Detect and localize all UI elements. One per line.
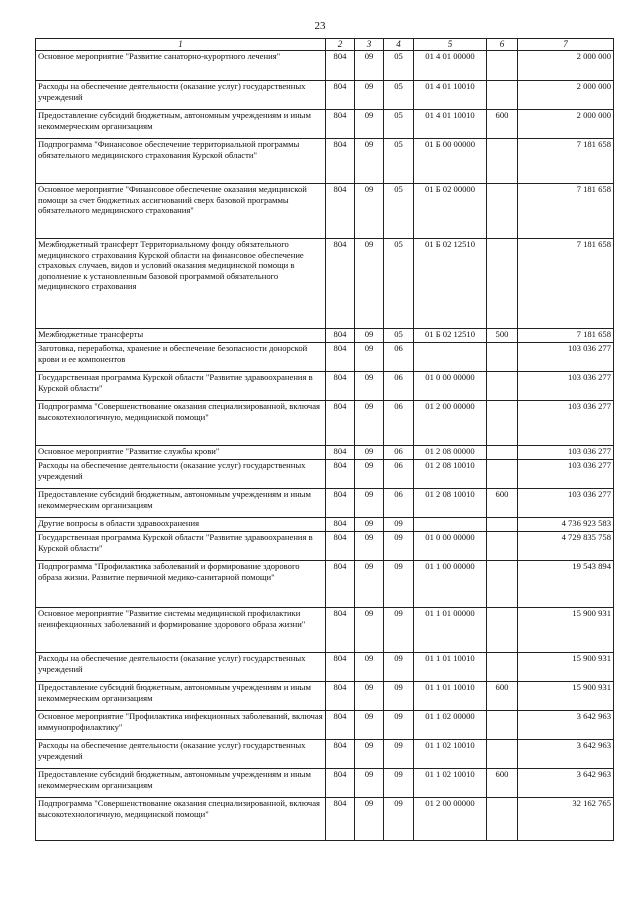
ministry-code-cell: 804 (326, 51, 355, 81)
item-name-cell: Основное мероприятие "Развитие системы медицинской профилактики неинфекционных заболеваний и формирование здорового образа жизни" (36, 608, 326, 653)
subsection-code-cell: 09 (384, 740, 414, 769)
item-name-cell: Предоставление субсидий бюджетным, автономным учреждениям и иным некоммерческим организациям (36, 682, 326, 711)
target-article-code-cell: 01 0 00 00000 (414, 532, 487, 561)
section-code-cell: 09 (355, 401, 384, 446)
table-row (36, 372, 614, 401)
ministry-code-cell: 804 (326, 372, 355, 401)
item-name-cell: Основное мероприятие "Развитие санаторно-курортного лечения" (36, 51, 326, 81)
table-row (36, 51, 614, 81)
table-row (36, 740, 614, 769)
section-code-cell: 09 (355, 329, 384, 343)
amount-cell: 103 036 277 (518, 401, 614, 446)
ministry-code-cell: 804 (326, 711, 355, 740)
amount-cell: 103 036 277 (518, 460, 614, 489)
subsection-code-cell: 05 (384, 329, 414, 343)
subsection-code-cell: 05 (384, 139, 414, 184)
subsection-code-cell: 06 (384, 489, 414, 518)
expense-type-code-cell: 600 (487, 110, 518, 139)
expense-type-code-cell: 500 (487, 329, 518, 343)
table-row (36, 532, 614, 561)
ministry-code-cell: 804 (326, 682, 355, 711)
item-name-cell: Расходы на обеспечение деятельности (оказание услуг) государственных учреждений (36, 460, 326, 489)
subsection-code-cell: 06 (384, 460, 414, 489)
section-code-cell: 09 (355, 489, 384, 518)
table-row (36, 711, 614, 740)
section-code-cell: 09 (355, 184, 384, 239)
expense-type-code-cell (487, 711, 518, 740)
amount-cell: 3 642 963 (518, 740, 614, 769)
subsection-code-cell: 06 (384, 372, 414, 401)
amount-cell: 3 642 963 (518, 711, 614, 740)
target-article-code-cell: 01 1 02 10010 (414, 769, 487, 798)
section-code-cell: 09 (355, 740, 384, 769)
section-code-cell: 09 (355, 608, 384, 653)
header-cell: 3 (355, 39, 384, 51)
subsection-code-cell: 09 (384, 769, 414, 798)
subsection-code-cell: 05 (384, 110, 414, 139)
section-code-cell: 09 (355, 372, 384, 401)
table-row (36, 798, 614, 841)
item-name-cell: Заготовка, переработка, хранение и обеспечение безопасности донорской крови и ее компонентов (36, 343, 326, 372)
section-code-cell: 09 (355, 139, 384, 184)
item-name-cell: Расходы на обеспечение деятельности (оказание услуг) государственных учреждений (36, 653, 326, 682)
target-article-code-cell: 01 2 00 00000 (414, 798, 487, 841)
table-row (36, 329, 614, 343)
item-name-cell: Основное мероприятие "Финансовое обеспечение оказания медицинской помощи за счет бюджетных ассигнований сверх базовой программы обязательного медицинского страхования" (36, 184, 326, 239)
amount-cell: 2 000 000 (518, 81, 614, 110)
ministry-code-cell: 804 (326, 329, 355, 343)
ministry-code-cell: 804 (326, 446, 355, 460)
header-cell: 1 (36, 39, 326, 51)
amount-cell: 7 181 658 (518, 239, 614, 329)
table-row (36, 184, 614, 239)
item-name-cell: Подпрограмма "Совершенствование оказания специализированной, включая высокотехнологичную, медицинской помощи" (36, 401, 326, 446)
subsection-code-cell: 09 (384, 608, 414, 653)
section-code-cell: 09 (355, 711, 384, 740)
section-code-cell: 09 (355, 653, 384, 682)
subsection-code-cell: 09 (384, 711, 414, 740)
section-code-cell: 09 (355, 446, 384, 460)
amount-cell: 15 900 931 (518, 682, 614, 711)
expense-type-code-cell (487, 372, 518, 401)
expense-type-code-cell (487, 608, 518, 653)
ministry-code-cell: 804 (326, 401, 355, 446)
section-code-cell: 09 (355, 343, 384, 372)
target-article-code-cell: 01 1 02 10010 (414, 740, 487, 769)
subsection-code-cell: 05 (384, 184, 414, 239)
item-name-cell: Другие вопросы в области здравоохранения (36, 518, 326, 532)
target-article-code-cell: 01 2 08 10010 (414, 489, 487, 518)
ministry-code-cell: 804 (326, 798, 355, 841)
expense-type-code-cell (487, 401, 518, 446)
section-code-cell: 09 (355, 460, 384, 489)
subsection-code-cell: 06 (384, 401, 414, 446)
target-article-code-cell: 01 1 00 00000 (414, 561, 487, 608)
section-code-cell: 09 (355, 682, 384, 711)
subsection-code-cell: 06 (384, 446, 414, 460)
target-article-code-cell (414, 343, 487, 372)
expense-type-code-cell (487, 343, 518, 372)
table-row (36, 239, 614, 329)
target-article-code-cell: 01 1 01 10010 (414, 653, 487, 682)
ministry-code-cell: 804 (326, 81, 355, 110)
amount-cell: 103 036 277 (518, 489, 614, 518)
header-cell: 4 (384, 39, 414, 51)
expense-type-code-cell (487, 561, 518, 608)
expense-type-code-cell (487, 532, 518, 561)
subsection-code-cell: 09 (384, 653, 414, 682)
ministry-code-cell: 804 (326, 769, 355, 798)
target-article-code-cell (414, 518, 487, 532)
amount-cell: 2 000 000 (518, 51, 614, 81)
expense-type-code-cell: 600 (487, 682, 518, 711)
target-article-code-cell: 01 4 01 10010 (414, 81, 487, 110)
item-name-cell: Расходы на обеспечение деятельности (оказание услуг) государственных учреждений (36, 740, 326, 769)
section-code-cell: 09 (355, 81, 384, 110)
table-row (36, 561, 614, 608)
target-article-code-cell: 01 1 02 00000 (414, 711, 487, 740)
ministry-code-cell: 804 (326, 518, 355, 532)
subsection-code-cell: 05 (384, 81, 414, 110)
expense-type-code-cell (487, 740, 518, 769)
target-article-code-cell: 01 2 00 00000 (414, 401, 487, 446)
subsection-code-cell: 09 (384, 798, 414, 841)
target-article-code-cell: 01 Б 02 00000 (414, 184, 487, 239)
expense-type-code-cell: 600 (487, 489, 518, 518)
amount-cell: 19 543 894 (518, 561, 614, 608)
target-article-code-cell: 01 1 01 00000 (414, 608, 487, 653)
table-row (36, 769, 614, 798)
ministry-code-cell: 804 (326, 532, 355, 561)
amount-cell: 3 642 963 (518, 769, 614, 798)
expense-type-code-cell (487, 798, 518, 841)
amount-cell: 7 181 658 (518, 329, 614, 343)
table-row (36, 460, 614, 489)
target-article-code-cell: 01 2 08 00000 (414, 446, 487, 460)
table-row (36, 343, 614, 372)
expense-type-code-cell (487, 81, 518, 110)
header-row (36, 39, 614, 51)
section-code-cell: 09 (355, 769, 384, 798)
section-code-cell: 09 (355, 532, 384, 561)
amount-cell: 15 900 931 (518, 608, 614, 653)
subsection-code-cell: 06 (384, 343, 414, 372)
item-name-cell: Расходы на обеспечение деятельности (оказание услуг) государственных учреждений (36, 81, 326, 110)
target-article-code-cell: 01 4 01 10010 (414, 110, 487, 139)
table-row (36, 110, 614, 139)
header-cell: 6 (487, 39, 518, 51)
ministry-code-cell: 804 (326, 561, 355, 608)
header-cell: 7 (518, 39, 614, 51)
table-row (36, 81, 614, 110)
ministry-code-cell: 804 (326, 460, 355, 489)
expense-type-code-cell (487, 51, 518, 81)
expense-type-code-cell (487, 460, 518, 489)
item-name-cell: Межбюджетные трансферты (36, 329, 326, 343)
subsection-code-cell: 05 (384, 51, 414, 81)
section-code-cell: 09 (355, 239, 384, 329)
subsection-code-cell: 09 (384, 518, 414, 532)
section-code-cell: 09 (355, 798, 384, 841)
ministry-code-cell: 804 (326, 110, 355, 139)
expense-type-code-cell: 600 (487, 769, 518, 798)
table-row (36, 608, 614, 653)
target-article-code-cell: 01 0 00 00000 (414, 372, 487, 401)
amount-cell: 4 729 835 758 (518, 532, 614, 561)
item-name-cell: Государственная программа Курской области "Развитие здравоохранения в Курской области" (36, 532, 326, 561)
item-name-cell: Подпрограмма "Финансовое обеспечение территориальной программы обязательного медицинского страхования Курской области" (36, 139, 326, 184)
section-code-cell: 09 (355, 51, 384, 81)
section-code-cell: 09 (355, 110, 384, 139)
header-cell: 5 (414, 39, 487, 51)
target-article-code-cell: 01 Б 02 12510 (414, 239, 487, 329)
page-number: 23 (314, 20, 326, 32)
table-row (36, 653, 614, 682)
target-article-code-cell: 01 2 08 10010 (414, 460, 487, 489)
item-name-cell: Государственная программа Курской области "Развитие здравоохранения в Курской области" (36, 372, 326, 401)
amount-cell: 32 162 765 (518, 798, 614, 841)
ministry-code-cell: 804 (326, 139, 355, 184)
expense-type-code-cell (487, 446, 518, 460)
section-code-cell: 09 (355, 518, 384, 532)
amount-cell: 7 181 658 (518, 184, 614, 239)
item-name-cell: Основное мероприятие "Профилактика инфекционных заболеваний, включая иммунопрофилактику" (36, 711, 326, 740)
amount-cell: 7 181 658 (518, 139, 614, 184)
amount-cell: 2 000 000 (518, 110, 614, 139)
item-name-cell: Предоставление субсидий бюджетным, автономным учреждениям и иным некоммерческим организациям (36, 769, 326, 798)
ministry-code-cell: 804 (326, 489, 355, 518)
target-article-code-cell: 01 Б 00 00000 (414, 139, 487, 184)
item-name-cell: Предоставление субсидий бюджетным, автономным учреждениям и иным некоммерческим организациям (36, 110, 326, 139)
target-article-code-cell: 01 4 01 00000 (414, 51, 487, 81)
item-name-cell: Межбюджетный трансферт Территориальному фонду обязательного медицинского страхования Курской области на финансовое обеспечение страховых случаев, видов и условий оказания медицинской помощи в дополнение к установленным базовой программой обязательного медицинского страхования (36, 239, 326, 329)
expense-type-code-cell (487, 139, 518, 184)
section-code-cell: 09 (355, 561, 384, 608)
table-row (36, 401, 614, 446)
table-row (36, 139, 614, 184)
ministry-code-cell: 804 (326, 740, 355, 769)
amount-cell: 15 900 931 (518, 653, 614, 682)
subsection-code-cell: 05 (384, 239, 414, 329)
amount-cell: 103 036 277 (518, 343, 614, 372)
header-cell: 2 (326, 39, 355, 51)
table-row (36, 682, 614, 711)
amount-cell: 4 736 923 583 (518, 518, 614, 532)
expense-type-code-cell (487, 239, 518, 329)
target-article-code-cell: 01 1 01 10010 (414, 682, 487, 711)
table-row (36, 446, 614, 460)
target-article-code-cell: 01 Б 02 12510 (414, 329, 487, 343)
ministry-code-cell: 804 (326, 184, 355, 239)
amount-cell: 103 036 277 (518, 372, 614, 401)
table-row (36, 489, 614, 518)
expense-type-code-cell (487, 518, 518, 532)
ministry-code-cell: 804 (326, 653, 355, 682)
item-name-cell: Предоставление субсидий бюджетным, автономным учреждениям и иным некоммерческим организациям (36, 489, 326, 518)
subsection-code-cell: 09 (384, 682, 414, 711)
budget-table (35, 38, 614, 841)
ministry-code-cell: 804 (326, 343, 355, 372)
item-name-cell: Подпрограмма "Профилактика заболеваний и формирование здорового образа жизни. Развитие первичной медико-санитарной помощи" (36, 561, 326, 608)
subsection-code-cell: 09 (384, 561, 414, 608)
amount-cell: 103 036 277 (518, 446, 614, 460)
ministry-code-cell: 804 (326, 239, 355, 329)
expense-type-code-cell (487, 653, 518, 682)
subsection-code-cell: 09 (384, 532, 414, 561)
expense-type-code-cell (487, 184, 518, 239)
item-name-cell: Основное мероприятие "Развитие службы крови" (36, 446, 326, 460)
item-name-cell: Подпрограмма "Совершенствование оказания специализированной, включая высокотехнологичную, медицинской помощи" (36, 798, 326, 841)
ministry-code-cell: 804 (326, 608, 355, 653)
table-row (36, 518, 614, 532)
